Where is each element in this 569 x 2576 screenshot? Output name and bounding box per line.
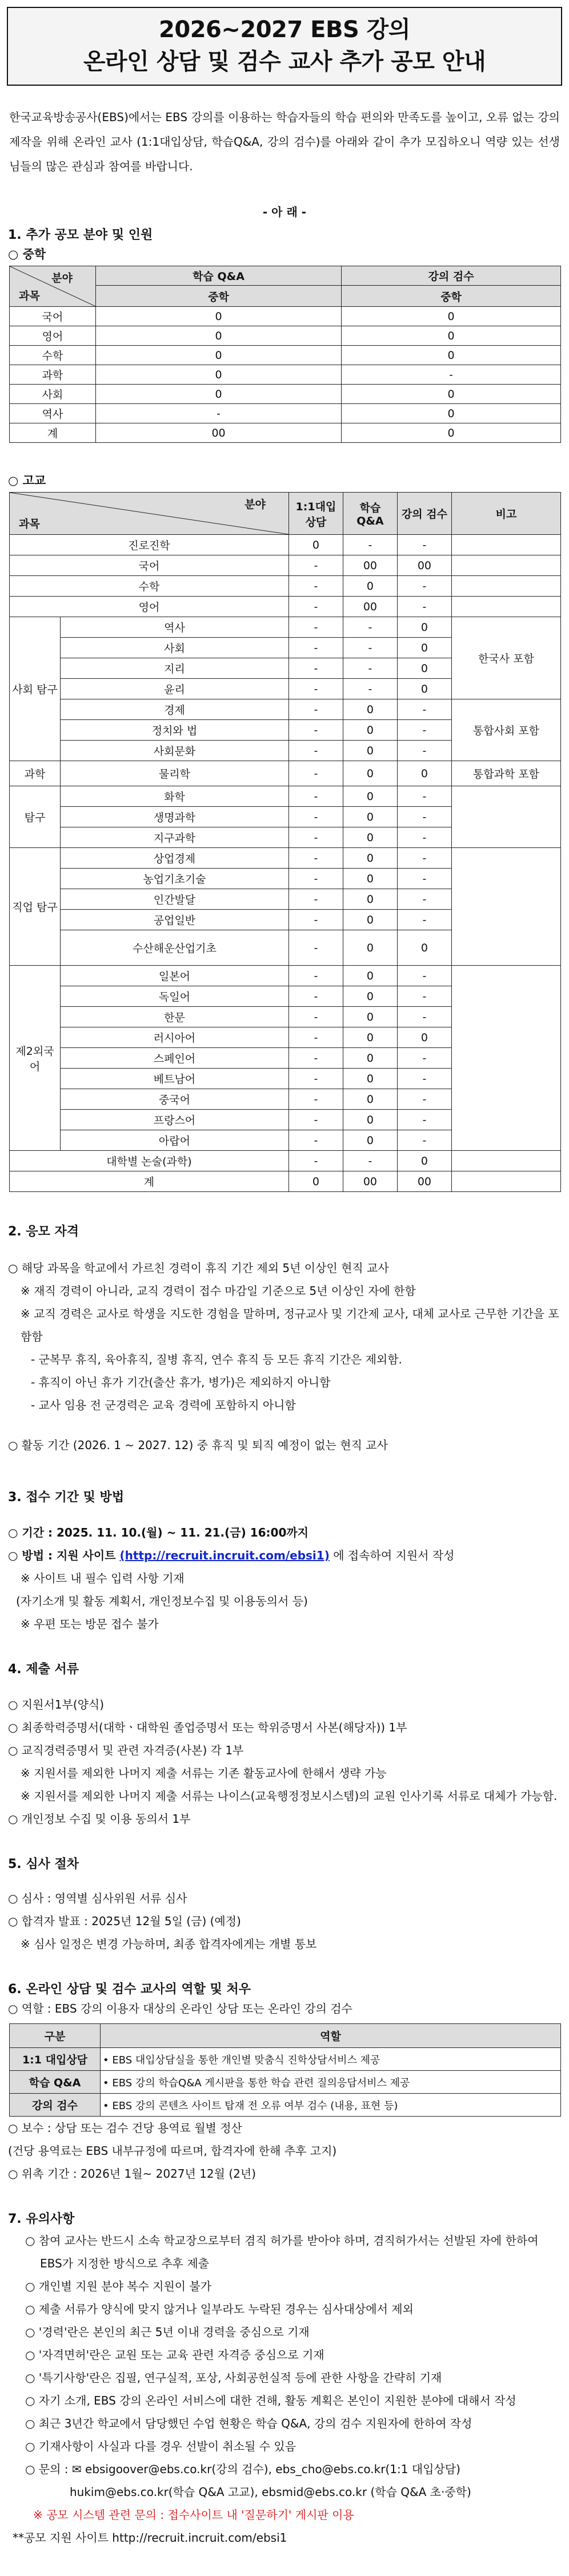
middle-subject: 수학 [10, 346, 96, 365]
high-subject: 지구과학 [61, 827, 289, 848]
high-review-value: - [397, 869, 451, 889]
high-counsel-value: - [288, 638, 343, 658]
high-note-cell [451, 576, 560, 597]
section4-body [6, 1693, 563, 1830]
high-qa-value: 0 [343, 869, 397, 889]
s6-line3: (건당 용역료는 EBS 내부규정에 따르며, 합격자에 한해 추후 고지) [8, 2144, 337, 2158]
high-qa-value: - [343, 658, 397, 679]
high-note-cell: 통합사회 포함 [451, 699, 560, 761]
middle-subject: 역사 [10, 404, 96, 423]
notice-head: - 아 래 - [262, 205, 307, 219]
middle-qa-value: - [96, 404, 342, 423]
high-subject: 경제 [61, 699, 289, 720]
high-group-cell: 탐구 [10, 786, 61, 848]
high-counsel-value: - [288, 889, 343, 910]
intro-paragraph: 한국교육방송공사(EBS)에서는 EBS 강의를 이용하는 학습자들의 학습 편의와 만족도를 높이고, 오류 없는 강의 제작을 위해 온라인 교사 (1:1대입상담, 학습Q&A, 강의 검수)를 아래와 같이 추가 모집하오니 역량 있는 선생님들의 많은 관심과 참여를 바랍니다. [9, 110, 560, 173]
high-subject: 스페인어 [61, 1048, 289, 1069]
role-row [10, 2048, 561, 2071]
s5-line2: ○ 합격자 발표 : 2025년 12월 5일 (금) (예정) [8, 1914, 241, 1928]
s5-line3: ※ 심사 일정은 변경 가능하며, 최종 합격자에게는 개별 통보 [21, 1937, 317, 1951]
high-review-value: - [397, 889, 451, 910]
middle-review-value: 0 [342, 326, 561, 346]
s2-line3: ※ 교직 경력은 교사로 학생을 지도한 경험을 말하며, 정규교사 및 기간제 교사, 대체 교사로 근무한 기간을 포함함 [21, 1307, 559, 1343]
high-qa-value: 00 [343, 555, 397, 576]
high-subject: 아랍어 [61, 1130, 289, 1151]
s7-line6: ○ '특기사항'란은 집필, 연구실적, 포상, 사회공헌실적 등에 관한 사항을 간략히 기재 [25, 2371, 442, 2385]
high-subject: 수산해운산업기초 [61, 930, 289, 966]
role-division: 학습 Q&A [10, 2071, 101, 2094]
s3-note1: ※ 사이트 내 필수 입력 사항 기재 [21, 1571, 185, 1585]
high-subject: 지리 [61, 658, 289, 679]
section2-heading: 2. 응모 자격 [8, 1225, 79, 1239]
middle-corner-cell: 분야 과목 [10, 266, 96, 307]
high-counsel-value: - [288, 848, 343, 869]
high-review-value: - [397, 966, 451, 986]
s7-line11: hukim@ebs.co.kr(학습 Q&A 고교), ebsmid@ebs.co.kr (학습 Q&A 초·중학) [70, 2485, 471, 2499]
high-table [9, 492, 561, 1192]
middle-review-value: 0 [342, 346, 561, 365]
high-group-cell: 제2외국어 [10, 966, 61, 1151]
high-qa-value: 0 [343, 699, 397, 720]
high-review-value: - [397, 720, 451, 741]
middle-subject: 과학 [10, 365, 96, 385]
high-qa-value: 0 [343, 807, 397, 827]
high-row [10, 1171, 561, 1192]
high-qa-value: 00 [343, 1171, 397, 1192]
middle-col-qa: 학습 Q&A [96, 266, 342, 286]
high-qa-value: 0 [343, 741, 397, 761]
middle-qa-value: 0 [96, 365, 342, 385]
high-counsel-value: - [288, 576, 343, 597]
high-subject: 정치와 법 [61, 720, 289, 741]
s4-line5: ※ 지원서를 제외한 나머지 제출 서류는 나이스(교육행정정보시스템)의 교원 인사기록 서류로 대체가 가능함. [21, 1789, 558, 1803]
high-counsel-value: - [288, 930, 343, 966]
s4-line4: ※ 지원서를 제외한 나머지 제출 서류는 기존 활동교사에 한해서 생략 가능 [21, 1766, 387, 1780]
section4-heading: 4. 제출 서류 [8, 1662, 79, 1677]
high-qa-value: 0 [343, 1048, 397, 1069]
middle-review-value: 0 [342, 423, 561, 443]
high-review-value: - [397, 535, 451, 555]
high-subject: 일본어 [61, 966, 289, 986]
high-note-cell [451, 535, 560, 555]
high-counsel-value: - [288, 597, 343, 617]
high-subject: 역사 [61, 617, 289, 638]
s2-line1: ○ 해당 과목을 학교에서 가르친 경력이 휴직 기간 제외 5년 이상인 현직 교사 [8, 1261, 389, 1275]
high-counsel-value: - [288, 761, 343, 786]
high-row [10, 1151, 561, 1171]
high-row [10, 848, 561, 869]
s7-line8: ○ 최근 3년간 학교에서 담당했던 수업 현황은 학습 Q&A, 강의 검수 지원자에 한하여 작성 [25, 2417, 472, 2430]
high-qa-value: 0 [343, 986, 397, 1007]
role-col-div: 구분 [10, 2024, 101, 2048]
notice-document [6, 7, 563, 2549]
s6-line2: ○ 보수 : 상담 또는 검수 건당 용역료 월별 정산 [8, 2121, 242, 2135]
section7-body [6, 2229, 563, 2549]
middle-review-value: 0 [342, 404, 561, 423]
s2-line7: ○ 활동 기간 (2026. 1 ~ 2027. 12) 중 휴직 및 퇴직 예정이 없는 현직 교사 [8, 1438, 388, 1452]
middle-row [10, 346, 561, 365]
high-review-value: - [397, 699, 451, 720]
s6-line4: ○ 위촉 기간 : 2026년 1월~ 2027년 12월 (2년) [8, 2167, 256, 2181]
high-counsel-value: - [288, 910, 343, 930]
high-row [10, 966, 561, 986]
high-subject: 대학별 논술(과학) [10, 1151, 289, 1171]
high-qa-value: 0 [343, 827, 397, 848]
section5-heading: 5. 심사 절차 [8, 1857, 79, 1871]
high-subject: 영어 [10, 597, 289, 617]
s3-period: ○ 기간 : 2025. 11. 10.(월) ~ 11. 21.(금) 16:00까지 [8, 1526, 308, 1539]
high-subject: 사회 [61, 638, 289, 658]
high-subject: 물리학 [61, 761, 289, 786]
middle-row [10, 385, 561, 404]
s2-line2: ※ 재직 경력이 아니라, 교직 경력이 접수 마감일 기준으로 5년 이상인 자에 한함 [21, 1284, 416, 1298]
middle-review-value: 0 [342, 307, 561, 326]
high-review-value: 0 [397, 658, 451, 679]
s7-line12: ※ 공모 시스템 관련 문의 : 접수사이트 내 '질문하기' 게시판 이용 [33, 2508, 354, 2522]
high-counsel-value: - [288, 1069, 343, 1089]
high-row [10, 761, 561, 786]
high-qa-value: 0 [343, 1110, 397, 1130]
middle-row [10, 423, 561, 443]
high-qa-value: 0 [343, 1069, 397, 1089]
high-review-value: - [397, 1130, 451, 1151]
middle-subject: 계 [10, 423, 96, 443]
middle-sub-qa: 중학 [96, 286, 342, 307]
high-col-note: 비고 [451, 493, 560, 535]
middle-row [10, 404, 561, 423]
high-row [10, 597, 561, 617]
high-group-cell: 과학 [10, 761, 61, 786]
high-qa-value: 0 [343, 910, 397, 930]
high-note-cell [451, 848, 560, 966]
high-subject: 인간발달 [61, 889, 289, 910]
high-counsel-value: - [288, 1151, 343, 1171]
high-review-value: 0 [397, 930, 451, 966]
high-counsel-value: - [288, 966, 343, 986]
high-note-cell: 통합과학 포함 [451, 761, 560, 786]
high-group-cell: 직업 탐구 [10, 848, 61, 966]
high-note-cell [451, 1151, 560, 1171]
apply-site-link[interactable]: (http://recruit.incruit.com/ebsi1) [119, 1549, 330, 1562]
high-qa-value: - [343, 1151, 397, 1171]
high-counsel-value: - [288, 1089, 343, 1110]
middle-subject: 사회 [10, 385, 96, 404]
high-review-value: 0 [397, 1151, 451, 1171]
high-col-counsel: 1:1대입 상담 [288, 493, 343, 535]
high-col-review: 강의 검수 [397, 493, 451, 535]
high-subject: 윤리 [61, 679, 289, 699]
high-review-value: - [397, 827, 451, 848]
middle-subject: 국어 [10, 307, 96, 326]
middle-label: ○ 중학 [8, 247, 46, 261]
high-review-value: - [397, 576, 451, 597]
s4-line2: ○ 최종학력증명서(대학ㆍ대학원 졸업증명서 또는 학위증명서 사본(해당자)) 1부 [8, 1721, 407, 1734]
section7-heading: 7. 유의사항 [8, 2212, 75, 2226]
high-qa-value: 0 [343, 761, 397, 786]
high-counsel-value: - [288, 555, 343, 576]
high-row [10, 555, 561, 576]
high-subject: 계 [10, 1171, 289, 1192]
s7-line4: ○ '경력'란은 본인의 최근 5년 이내 경력을 중심으로 기재 [25, 2325, 310, 2339]
high-subject: 한문 [61, 1007, 289, 1027]
section3-heading: 3. 접수 기간 및 방법 [8, 1490, 125, 1505]
high-qa-value: 0 [343, 576, 397, 597]
middle-qa-value: 00 [96, 423, 342, 443]
title-line2: 온라인 상담 및 검수 교사 추가 공모 안내 [83, 49, 486, 75]
s4-line1: ○ 지원서1부(양식) [8, 1698, 105, 1711]
role-row [10, 2071, 561, 2094]
s5-line1: ○ 심사 : 영역별 심사위원 서류 심사 [8, 1891, 187, 1905]
high-review-value: - [397, 597, 451, 617]
role-table [9, 2023, 561, 2117]
role-division: 강의 검수 [10, 2094, 101, 2117]
high-subject: 생명과학 [61, 807, 289, 827]
high-subject: 수학 [10, 576, 289, 597]
s7-line3: ○ 제출 서류가 양식에 맞지 않거나 일부라도 누락된 경우는 심사대상에서 제외 [25, 2302, 414, 2316]
high-review-value: - [397, 807, 451, 827]
title-line1: 2026~2027 EBS 강의 [159, 17, 410, 43]
high-note-cell [451, 555, 560, 576]
high-review-value: - [397, 986, 451, 1007]
s7-line10: ○ 문의 : ✉ ebsigoover@ebs.co.kr(강의 검수), ebs_cho@ebs.co.kr(1:1 대입상담) [25, 2462, 460, 2476]
section1-heading: 1. 추가 공모 분야 및 인원 [8, 228, 153, 242]
s3-note3: ※ 우편 또는 방문 접수 불가 [21, 1617, 159, 1631]
high-review-value: 0 [397, 617, 451, 638]
high-counsel-value: - [288, 1110, 343, 1130]
high-review-value: - [397, 910, 451, 930]
high-row [10, 699, 561, 720]
high-counsel-value: - [288, 827, 343, 848]
high-review-value: - [397, 1110, 451, 1130]
high-counsel-value: - [288, 807, 343, 827]
high-counsel-value: - [288, 986, 343, 1007]
role-description: • EBS 강의 학습Q&A 게시판을 통한 학습 관련 질의응답서비스 제공 [101, 2071, 561, 2094]
high-row [10, 535, 561, 555]
high-counsel-value: - [288, 720, 343, 741]
s2-line6: - 교사 임용 전 군경력은 교육 경력에 포함하지 아니함 [31, 1398, 296, 1412]
middle-qa-value: 0 [96, 385, 342, 404]
s7-line9: ○ 기재사항이 사실과 다를 경우 선발이 취소될 수 있음 [25, 2439, 296, 2453]
role-description: • EBS 강의 콘텐츠 사이트 탑재 전 오류 여부 검수 (내용, 표현 등) [101, 2094, 561, 2117]
s3-note2: (자기소개 및 활동 계획서, 개인정보수집 및 이용동의서 등) [16, 1594, 308, 1608]
s4-line3: ○ 교직경력증명서 및 관련 자격증(사본) 각 1부 [8, 1743, 244, 1757]
s4-line6: ○ 개인정보 수집 및 이용 동의서 1부 [8, 1812, 191, 1826]
middle-qa-value: 0 [96, 346, 342, 365]
high-corner-cell: 분야 과목 [10, 493, 289, 535]
section6-heading: 6. 온라인 상담 및 검수 교사의 역할 및 처우 [8, 1982, 251, 1997]
high-counsel-value: - [288, 1027, 343, 1048]
middle-review-value: 0 [342, 385, 561, 404]
middle-table [9, 266, 561, 443]
high-counsel-value: 0 [288, 1171, 343, 1192]
high-counsel-value: - [288, 679, 343, 699]
high-review-value: - [397, 1069, 451, 1089]
high-qa-value: 0 [343, 1007, 397, 1027]
high-qa-value: - [343, 617, 397, 638]
middle-review-value: - [342, 365, 561, 385]
high-row [10, 617, 561, 638]
high-qa-value: 0 [343, 889, 397, 910]
high-row [10, 576, 561, 597]
middle-qa-value: 0 [96, 326, 342, 346]
high-qa-value: 0 [343, 930, 397, 966]
middle-qa-value: 0 [96, 307, 342, 326]
s2-line4: - 군복무 휴직, 육아휴직, 질병 휴직, 연수 휴직 등 모든 휴직 기간은 제외함. [31, 1353, 402, 1366]
high-subject: 농업기초기술 [61, 869, 289, 889]
high-review-value: 0 [397, 679, 451, 699]
s2-line5: - 휴직이 아닌 휴가 기간(출산 휴가, 병가)은 제외하지 아니함 [31, 1375, 331, 1389]
high-row [10, 786, 561, 807]
high-qa-value: 0 [343, 1089, 397, 1110]
high-qa-value: 0 [343, 848, 397, 869]
section2-body [6, 1257, 563, 1457]
high-review-value: 00 [397, 1171, 451, 1192]
high-subject: 화학 [61, 786, 289, 807]
high-review-value: - [397, 848, 451, 869]
high-review-value: - [397, 741, 451, 761]
middle-col-review: 강의 검수 [342, 266, 561, 286]
s6-line1: ○ 역할 : EBS 강의 이용자 대상의 온라인 상담 또는 온라인 강의 검수 [8, 2002, 352, 2015]
high-qa-value: 0 [343, 966, 397, 986]
middle-row [10, 326, 561, 346]
middle-row [10, 365, 561, 385]
title-box [7, 7, 562, 86]
s7-line2: ○ 개인별 지원 분야 복수 지원이 불가 [25, 2279, 212, 2293]
high-qa-value: - [343, 638, 397, 658]
high-subject: 베트남어 [61, 1069, 289, 1089]
high-note-cell: 한국사 포함 [451, 617, 560, 699]
high-counsel-value: - [288, 1048, 343, 1069]
high-review-value: - [397, 786, 451, 807]
high-qa-value: 0 [343, 786, 397, 807]
high-subject: 상업경제 [61, 848, 289, 869]
high-counsel-value: - [288, 1130, 343, 1151]
high-note-cell [451, 597, 560, 617]
middle-subject: 영어 [10, 326, 96, 346]
high-subject: 러시아어 [61, 1027, 289, 1048]
high-label: ○ 고교 [8, 474, 46, 487]
high-review-value: - [397, 1007, 451, 1027]
high-counsel-value: - [288, 699, 343, 720]
role-col-role: 역할 [101, 2024, 561, 2048]
high-counsel-value: - [288, 1007, 343, 1027]
high-review-value: 0 [397, 638, 451, 658]
section5-body [6, 1887, 563, 1955]
high-qa-value: 0 [343, 1027, 397, 1048]
s7-line5: ○ '자격면허'란은 교원 또는 교육 관련 자격증 중심으로 기재 [25, 2348, 324, 2362]
s7-line7: ○ 자기 소개, EBS 강의 온라인 서비스에 대한 견해, 활동 계획은 본인이 지원한 분야에 대해서 작성 [25, 2394, 516, 2407]
high-group-cell: 사회 탐구 [10, 617, 61, 761]
high-subject: 국어 [10, 555, 289, 576]
high-counsel-value: - [288, 617, 343, 638]
high-counsel-value: - [288, 658, 343, 679]
high-counsel-value: 0 [288, 535, 343, 555]
high-qa-value: 0 [343, 720, 397, 741]
role-row [10, 2094, 561, 2117]
s3-method: ○ 방법 : 지원 사이트 (http://recruit.incruit.com/ebsi1) 에 접속하여 지원서 작성 [8, 1549, 455, 1562]
high-qa-value: 00 [343, 597, 397, 617]
high-counsel-value: - [288, 786, 343, 807]
high-counsel-value: - [288, 869, 343, 889]
middle-sub-review: 중학 [342, 286, 561, 307]
high-subject: 진로진학 [10, 535, 289, 555]
high-subject: 중국어 [61, 1089, 289, 1110]
section3-body [6, 1521, 563, 1635]
high-subject: 공업일반 [61, 910, 289, 930]
high-review-value: - [397, 1089, 451, 1110]
high-review-value: 0 [397, 1027, 451, 1048]
high-note-cell [451, 786, 560, 848]
high-col-qa: 학습 Q&A [343, 493, 397, 535]
s7-line1: ○ 참여 교사는 반드시 소속 학교장으로부터 겸직 허가를 받아야 하며, 겸직허가서는 선발된 자에 한하여 EBS가 지정한 방식으로 추후 제출 [25, 2234, 539, 2270]
role-division: 1:1 대입상담 [10, 2048, 101, 2071]
high-qa-value: 0 [343, 1130, 397, 1151]
high-review-value: 0 [397, 761, 451, 786]
middle-row [10, 307, 561, 326]
high-subject: 프랑스어 [61, 1110, 289, 1130]
s7-line13: **공모 지원 사이트 http://recruit.incruit.com/ebsi1 [13, 2531, 287, 2545]
high-note-cell [451, 966, 560, 1151]
high-qa-value: - [343, 679, 397, 699]
high-review-value: 00 [397, 555, 451, 576]
high-review-value: - [397, 1048, 451, 1069]
high-note-cell [451, 1171, 560, 1192]
high-qa-value: - [343, 535, 397, 555]
role-description: • EBS 대입상담실을 통한 개인별 맞춤식 진학상담서비스 제공 [101, 2048, 561, 2071]
high-subject: 독일어 [61, 986, 289, 1007]
high-counsel-value: - [288, 741, 343, 761]
high-subject: 사회문화 [61, 741, 289, 761]
